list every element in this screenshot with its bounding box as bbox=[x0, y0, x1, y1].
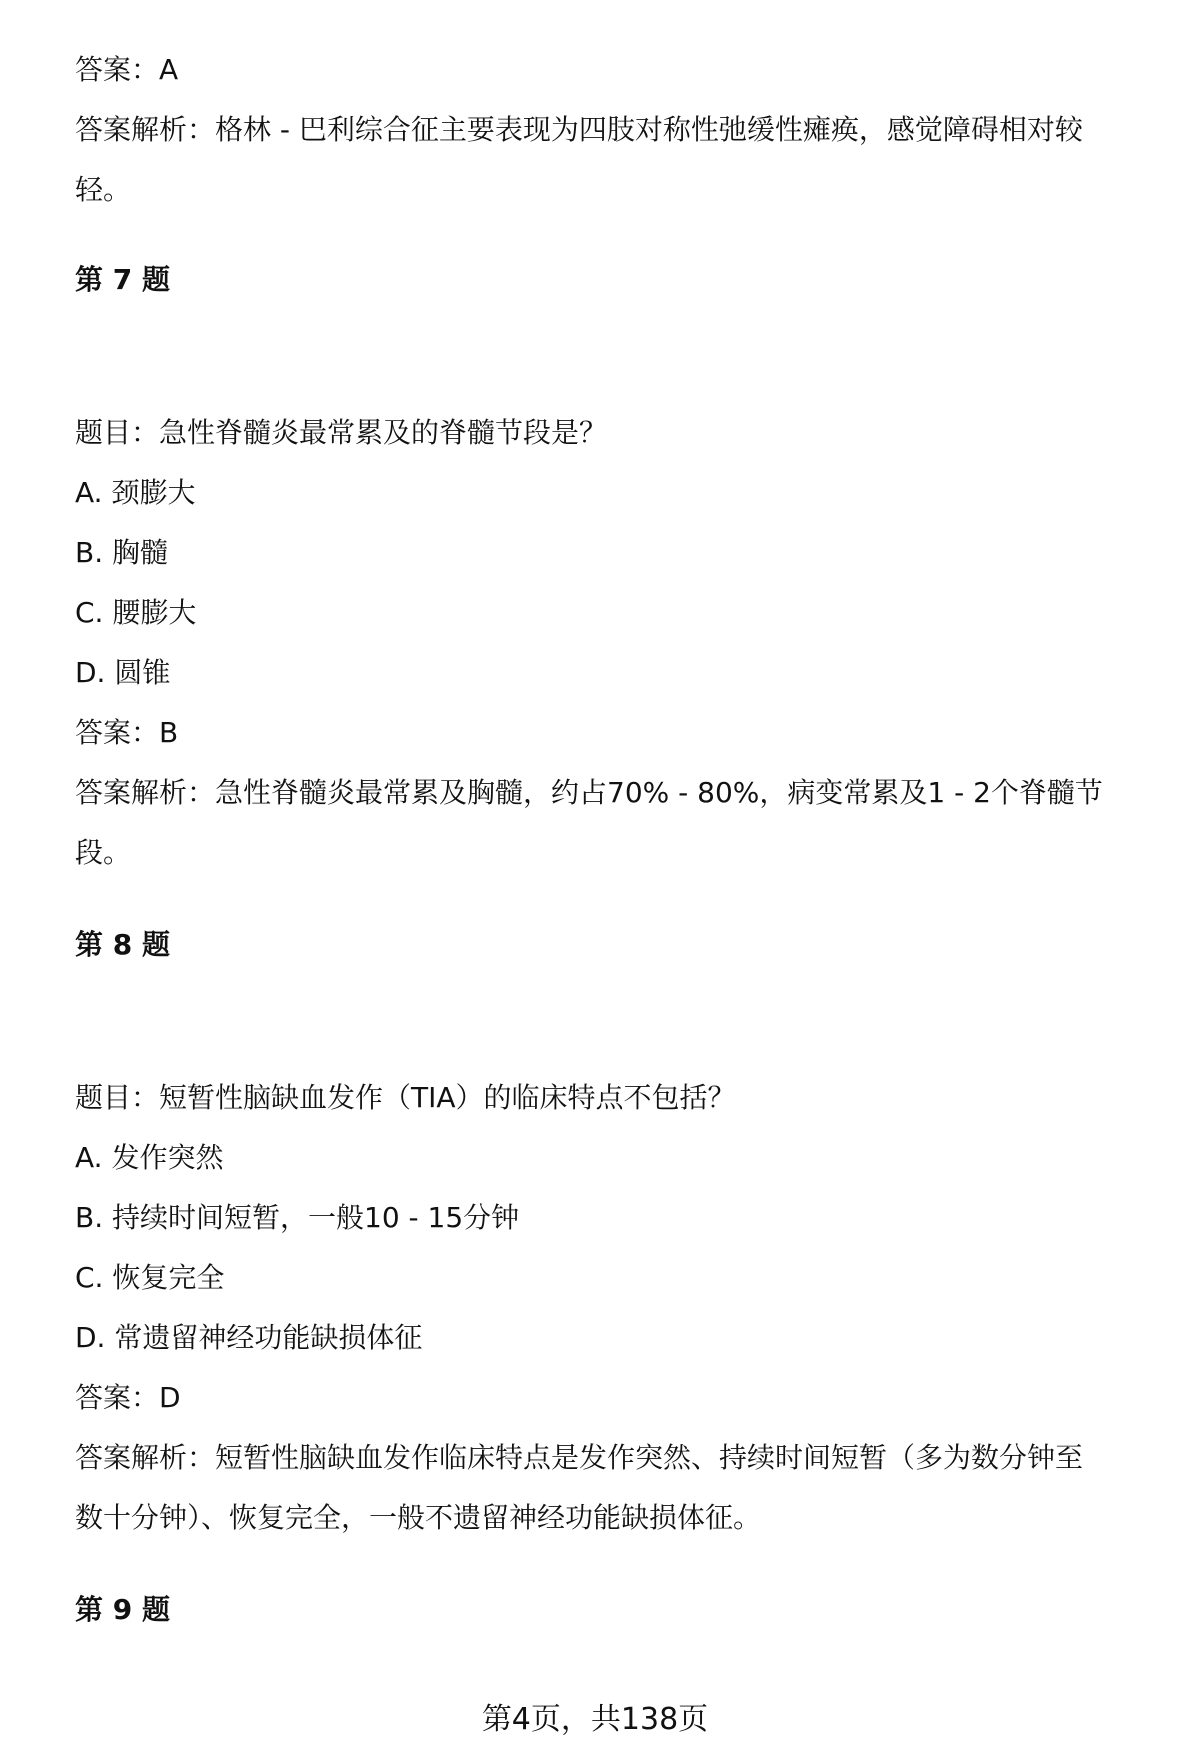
q8-heading: 第 8 题 bbox=[75, 928, 170, 961]
q7-explanation-line2: 段。 bbox=[75, 836, 132, 869]
q7-option-a: A. 颈膨大 bbox=[75, 476, 196, 509]
q6-answer: 答案：A bbox=[75, 53, 179, 86]
q7-option-d: D. 圆锥 bbox=[75, 656, 171, 689]
q7-answer: 答案：B bbox=[75, 716, 179, 749]
q7-question: 题目：急性脊髓炎最常累及的脊髓节段是？ bbox=[75, 416, 608, 449]
q8-option-b: B. 持续时间短暂，一般10 - 15分钟 bbox=[75, 1201, 520, 1234]
q6-explanation-line2: 轻。 bbox=[75, 173, 132, 206]
q8-option-d: D. 常遗留神经功能缺损体征 bbox=[75, 1321, 423, 1354]
q6-explanation-line1: 答案解析：格林 - 巴利综合征主要表现为四肢对称性弛缓性瘫痪，感觉障碍相对较 bbox=[75, 113, 1083, 146]
q7-option-c: C. 腰膨大 bbox=[75, 596, 197, 629]
q9-heading: 第 9 题 bbox=[75, 1593, 170, 1626]
q8-option-a: A. 发作突然 bbox=[75, 1141, 224, 1174]
q8-answer: 答案：D bbox=[75, 1381, 181, 1414]
q7-heading: 第 7 题 bbox=[75, 263, 170, 296]
q7-option-b: B. 胸髓 bbox=[75, 536, 169, 569]
q7-explanation-line1: 答案解析：急性脊髓炎最常累及胸髓，约占70% - 80%，病变常累及1 - 2个脊髓节 bbox=[75, 776, 1103, 809]
page-number-footer: 第4页，共138页 bbox=[481, 1702, 709, 1737]
q8-option-c: C. 恢复完全 bbox=[75, 1261, 225, 1294]
q8-explanation-line2: 数十分钟）、恢复完全，一般不遗留神经功能缺损体征。 bbox=[75, 1501, 762, 1534]
q8-explanation-line1: 答案解析：短暂性脑缺血发作临床特点是发作突然、持续时间短暂（多为数分钟至 bbox=[75, 1441, 1084, 1474]
q8-question: 题目：短暂性脑缺血发作（TIA）的临床特点不包括？ bbox=[75, 1081, 736, 1114]
